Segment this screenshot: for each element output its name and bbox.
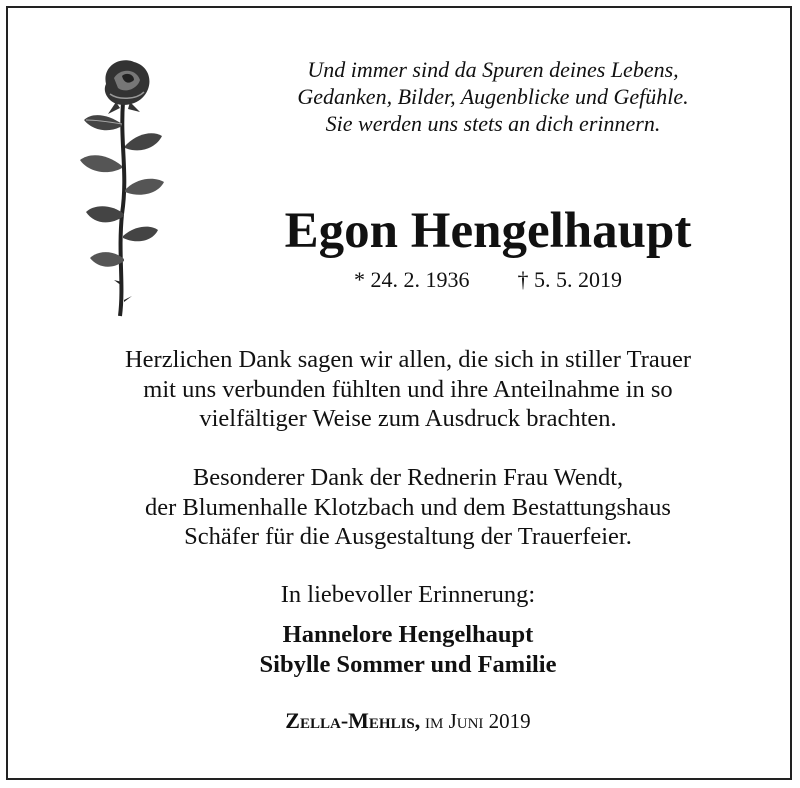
text-line: vielfältiger Weise zum Ausdruck brachten.	[199, 405, 617, 432]
rose-icon	[78, 54, 168, 324]
signers-list	[108, 620, 708, 680]
signer-name: Hannelore Hengelhaupt	[282, 621, 534, 648]
signer-name: Sibylle Sommer und Familie	[259, 651, 557, 678]
place-city: Zella-Mehlis,	[285, 708, 421, 733]
poem-line: Gedanken, Bilder, Augenblicke und Gefühle.	[297, 84, 689, 109]
thanks-paragraph	[38, 345, 778, 434]
memorial-poem	[233, 56, 753, 137]
poem-line: Und immer sind da Spuren deines Lebens,	[307, 57, 679, 82]
place-date: im Juni 2019	[425, 709, 531, 733]
text-line: Herzlichen Dank sagen wir allen, die sich in stiller Trauer	[124, 346, 692, 373]
text-line: mit uns verbunden fühlten und ihre Anteilnahme in so	[143, 375, 673, 403]
text-line: Besonderer Dank der Rednerin Frau Wendt,	[192, 464, 624, 491]
closing-phrase	[38, 580, 778, 610]
text-line: In liebevoller Erinnerung:	[280, 581, 536, 608]
deceased-name: Egon Hengelhaupt	[284, 203, 692, 259]
place-and-date	[158, 708, 658, 736]
special-thanks-paragraph	[38, 463, 778, 552]
text-line: der Blumenhalle Klotzbach und dem Bestattungshaus	[145, 493, 671, 521]
death-date: † 5. 5. 2019	[517, 267, 622, 292]
obituary-frame	[6, 6, 792, 780]
text-line: Schäfer für die Ausgestaltung der Trauerfeier.	[184, 523, 632, 550]
birth-date: * 24. 2. 1936	[354, 267, 470, 292]
poem-line: Sie werden uns stets an dich erinnern.	[325, 111, 661, 136]
life-dates	[308, 266, 668, 294]
